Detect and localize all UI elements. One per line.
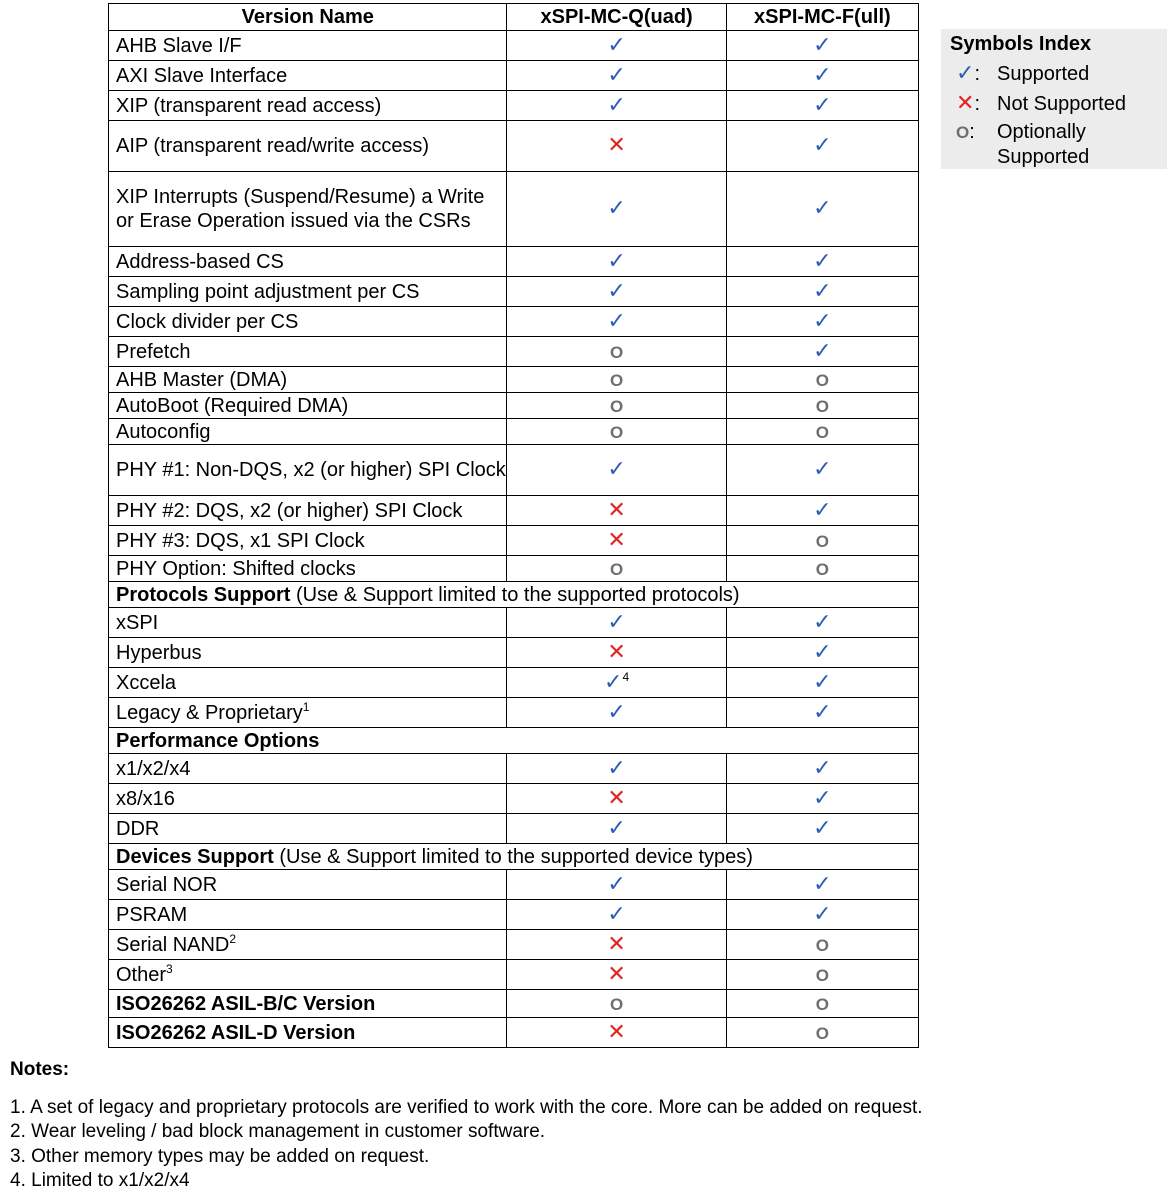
optional-icon: O: [815, 1023, 829, 1043]
note-item: 3. Other memory types may be added on request.: [10, 1145, 430, 1167]
table-header-row: [109, 4, 919, 31]
table-row: [109, 91, 919, 121]
check-icon: ✓: [607, 195, 626, 220]
support-cell-full: [726, 445, 918, 496]
optional-icon: O: [815, 370, 829, 390]
check-icon: ✓: [607, 608, 626, 634]
support-cell-full: [726, 638, 918, 668]
header-quad: xSPI-MC-Q(uad): [507, 4, 726, 31]
legend-item-supported: ✓: Supported: [956, 60, 1090, 85]
support-cell-full: [726, 172, 918, 247]
support-cell-full: [726, 900, 918, 930]
check-icon: ✓: [813, 496, 832, 522]
feature-name: Serial NAND$^2$: [109, 930, 507, 960]
table-row: [109, 698, 919, 728]
cross-icon: ✕: [956, 90, 975, 115]
table-row: [109, 870, 919, 900]
support-cell-full: [726, 754, 918, 784]
support-cell-quad: [507, 496, 726, 526]
check-icon: ✓: [813, 668, 832, 694]
check-icon: ✓: [607, 754, 626, 780]
check-icon: ✓: [607, 61, 626, 87]
optional-icon: O: [815, 396, 829, 416]
table-row: [109, 526, 919, 556]
optional-icon: O: [610, 422, 624, 442]
support-cell-quad: [507, 754, 726, 784]
cross-icon: ✕: [607, 960, 626, 986]
support-cell-full: [726, 337, 918, 367]
check-icon: ✓: [813, 195, 832, 220]
cross-icon: ✕: [607, 132, 626, 157]
support-cell-full: [726, 814, 918, 844]
cross-icon: ✕: [607, 784, 626, 810]
support-cell-full: [726, 61, 918, 91]
feature-name: Clock divider per CS: [109, 307, 507, 337]
check-icon: ✓: [813, 900, 832, 926]
check-icon: ✓: [607, 91, 626, 117]
support-cell-full: [726, 393, 918, 419]
feature-name: XIP Interrupts (Suspend/Resume) a Write or Erase Operation issued via the CSRs: [109, 172, 507, 247]
check-icon: ✓: [607, 307, 626, 333]
check-icon: ✓: [607, 247, 626, 273]
check-icon: ✓$^4$: [604, 668, 630, 694]
notes-title: Notes:: [10, 1059, 70, 1080]
table-row: [109, 784, 919, 814]
table-row: [109, 247, 919, 277]
table-body: [109, 31, 919, 1048]
support-cell-full: [726, 307, 918, 337]
note-item: 1. A set of legacy and proprietary protocols are verified to work with the core. More can be added on request.: [10, 1096, 923, 1118]
table-row: [109, 930, 919, 960]
table-row: [109, 172, 919, 247]
check-icon: ✓: [813, 698, 832, 724]
support-cell-full: [726, 121, 918, 172]
support-cell-quad: [507, 121, 726, 172]
support-cell-quad: [507, 698, 726, 728]
support-cell-full: [726, 668, 918, 698]
support-cell-quad: [507, 990, 726, 1018]
support-cell-full: [726, 960, 918, 990]
feature-name: x1/x2/x4: [109, 754, 507, 784]
table-row: [109, 900, 919, 930]
feature-name: Legacy & Proprietary$^1$: [109, 698, 507, 728]
support-cell-quad: [507, 277, 726, 307]
check-icon: ✓: [813, 638, 832, 664]
check-icon: ✓: [956, 60, 975, 85]
table-row: [109, 393, 919, 419]
support-cell-quad: [507, 247, 726, 277]
feature-name: XIP (transparent read access): [109, 91, 507, 121]
optional-icon: O: [815, 965, 829, 985]
feature-name: xSPI: [109, 608, 507, 638]
support-cell-quad: [507, 668, 726, 698]
optional-icon: O: [815, 422, 829, 442]
optional-icon: O: [956, 123, 970, 142]
support-cell-quad: [507, 419, 726, 445]
support-cell-full: [726, 419, 918, 445]
table-row: [109, 367, 919, 393]
check-icon: ✓: [813, 337, 832, 363]
support-cell-full: [726, 556, 918, 582]
support-cell-quad: [507, 608, 726, 638]
table-row: [109, 419, 919, 445]
feature-name: Prefetch: [109, 337, 507, 367]
check-icon: ✓: [813, 870, 832, 896]
support-cell-full: [726, 91, 918, 121]
table-row: [109, 990, 919, 1018]
feature-name: Serial NOR: [109, 870, 507, 900]
footnote-ref: 3: [166, 961, 173, 976]
support-cell-quad: [507, 526, 726, 556]
check-icon: ✓: [813, 608, 832, 634]
support-cell-quad: [507, 814, 726, 844]
check-icon: ✓: [813, 814, 832, 840]
optional-icon: O: [610, 342, 624, 362]
optional-icon: O: [815, 559, 829, 579]
support-cell-quad: [507, 393, 726, 419]
table-row: [109, 638, 919, 668]
support-cell-full: [726, 277, 918, 307]
feature-name: x8/x16: [109, 784, 507, 814]
feature-name: Address-based CS: [109, 247, 507, 277]
support-cell-full: [726, 784, 918, 814]
section-heading: Performance Options: [109, 728, 919, 754]
footnote-ref: 2: [229, 931, 237, 946]
support-cell-quad: [507, 172, 726, 247]
check-icon: ✓: [607, 698, 626, 724]
cross-icon: ✕: [607, 496, 626, 522]
section-heading: Protocols Support (Use & Support limited to the supported protocols): [109, 582, 919, 608]
table-row: [109, 1018, 919, 1048]
optional-icon: O: [815, 935, 829, 955]
note-item: 2. Wear leveling / bad block management in customer software.: [10, 1121, 546, 1142]
note-item: 4. Limited to x1/x2/x4: [10, 1170, 190, 1191]
support-cell-full: [726, 1018, 918, 1048]
check-icon: ✓: [813, 784, 832, 810]
symbols-index: [941, 29, 1167, 169]
feature-name: Hyperbus: [109, 638, 507, 668]
check-icon: ✓: [813, 247, 832, 273]
feature-name: DDR: [109, 814, 507, 844]
support-cell-quad: [507, 307, 726, 337]
table-row: [109, 61, 919, 91]
table-row: [109, 121, 919, 172]
support-cell-full: [726, 247, 918, 277]
support-cell-quad: [507, 1018, 726, 1048]
cross-icon: ✕: [607, 930, 626, 956]
support-cell-quad: [507, 367, 726, 393]
table-row: [109, 754, 919, 784]
check-icon: ✓: [607, 31, 626, 57]
table-row: [109, 337, 919, 367]
optional-icon: O: [815, 994, 829, 1014]
header-full: xSPI-MC-F(ull): [726, 4, 918, 31]
support-cell-quad: [507, 337, 726, 367]
support-cell-full: [726, 496, 918, 526]
support-cell-full: [726, 526, 918, 556]
feature-name: ISO26262 ASIL-B/C Version: [109, 990, 507, 1018]
support-cell-quad: [507, 31, 726, 61]
feature-name: Xccela: [109, 668, 507, 698]
table-row: [109, 496, 919, 526]
feature-name: AutoBoot (Required DMA): [109, 393, 507, 419]
feature-name: PHY Option: Shifted clocks: [109, 556, 507, 582]
feature-name: Other$^3$: [109, 960, 507, 990]
feature-name: Sampling point adjustment per CS: [109, 277, 507, 307]
header-version-name: Version Name: [109, 4, 507, 31]
support-cell-quad: [507, 870, 726, 900]
support-cell-quad: [507, 91, 726, 121]
support-cell-full: [726, 870, 918, 900]
table-row: [109, 608, 919, 638]
footnote-ref: 1: [302, 699, 310, 714]
feature-name: Autoconfig: [109, 419, 507, 445]
support-cell-quad: [507, 930, 726, 960]
check-icon: ✓: [813, 754, 832, 780]
feature-name: AIP (transparent read/write access): [109, 121, 507, 172]
legend-label: Optionally Supported: [997, 121, 1090, 168]
table-row: [109, 445, 919, 496]
legend-label: Supported: [997, 63, 1090, 85]
check-icon: ✓: [813, 307, 832, 333]
table-row: [109, 31, 919, 61]
support-cell-full: [726, 367, 918, 393]
support-cell-full: [726, 930, 918, 960]
section-row: [109, 728, 919, 754]
table-row: [109, 668, 919, 698]
legend-label: Not Supported: [997, 93, 1126, 115]
check-icon: ✓: [813, 91, 832, 117]
legend-item-not-supported: ✕: Not Supported: [956, 90, 1126, 115]
check-icon: ✓: [813, 31, 832, 57]
cross-icon: ✕: [607, 1018, 626, 1044]
table-row: [109, 556, 919, 582]
support-cell-full: [726, 990, 918, 1018]
feature-name: PHY #2: DQS, x2 (or higher) SPI Clock: [109, 496, 507, 526]
feature-name: ISO26262 ASIL-D Version: [109, 1018, 507, 1048]
check-icon: ✓: [813, 277, 832, 303]
feature-table: [108, 3, 919, 1048]
feature-name: AHB Master (DMA): [109, 367, 507, 393]
table-row: [109, 307, 919, 337]
support-cell-full: [726, 31, 918, 61]
cross-icon: ✕: [607, 638, 626, 664]
support-cell-quad: [507, 445, 726, 496]
optional-icon: O: [610, 994, 624, 1014]
check-icon: ✓: [607, 870, 626, 896]
feature-name: PSRAM: [109, 900, 507, 930]
table-row: [109, 814, 919, 844]
feature-name: PHY #3: DQS, x1 SPI Clock: [109, 526, 507, 556]
optional-icon: O: [815, 531, 829, 551]
feature-name: AHB Slave I/F: [109, 31, 507, 61]
check-icon: ✓: [813, 61, 832, 87]
support-cell-quad: [507, 960, 726, 990]
table-row: [109, 960, 919, 990]
support-cell-quad: [507, 900, 726, 930]
feature-name: PHY #1: Non-DQS, x2 (or higher) SPI Clock: [109, 445, 507, 496]
section-row: [109, 582, 919, 608]
check-icon: ✓: [607, 456, 626, 481]
section-heading: Devices Support (Use & Support limited to the supported device types): [109, 844, 919, 870]
footnote-ref: 4: [622, 669, 630, 684]
support-cell-full: [726, 608, 918, 638]
symbols-index-title: Symbols Index: [950, 33, 1092, 55]
notes: [10, 1058, 923, 1194]
optional-icon: O: [610, 396, 624, 416]
support-cell-quad: [507, 61, 726, 91]
check-icon: ✓: [607, 900, 626, 926]
section-row: [109, 844, 919, 870]
support-cell-full: [726, 698, 918, 728]
optional-icon: O: [610, 559, 624, 579]
support-cell-quad: [507, 784, 726, 814]
support-cell-quad: [507, 556, 726, 582]
table-row: [109, 277, 919, 307]
check-icon: ✓: [607, 277, 626, 303]
cross-icon: ✕: [607, 526, 626, 552]
check-icon: ✓: [607, 814, 626, 840]
feature-name: AXI Slave Interface: [109, 61, 507, 91]
legend-item-optionally-supported: O: Optionally Supported: [956, 120, 975, 145]
check-icon: ✓: [813, 132, 832, 157]
support-cell-quad: [507, 638, 726, 668]
check-icon: ✓: [813, 456, 832, 481]
optional-icon: O: [610, 370, 624, 390]
